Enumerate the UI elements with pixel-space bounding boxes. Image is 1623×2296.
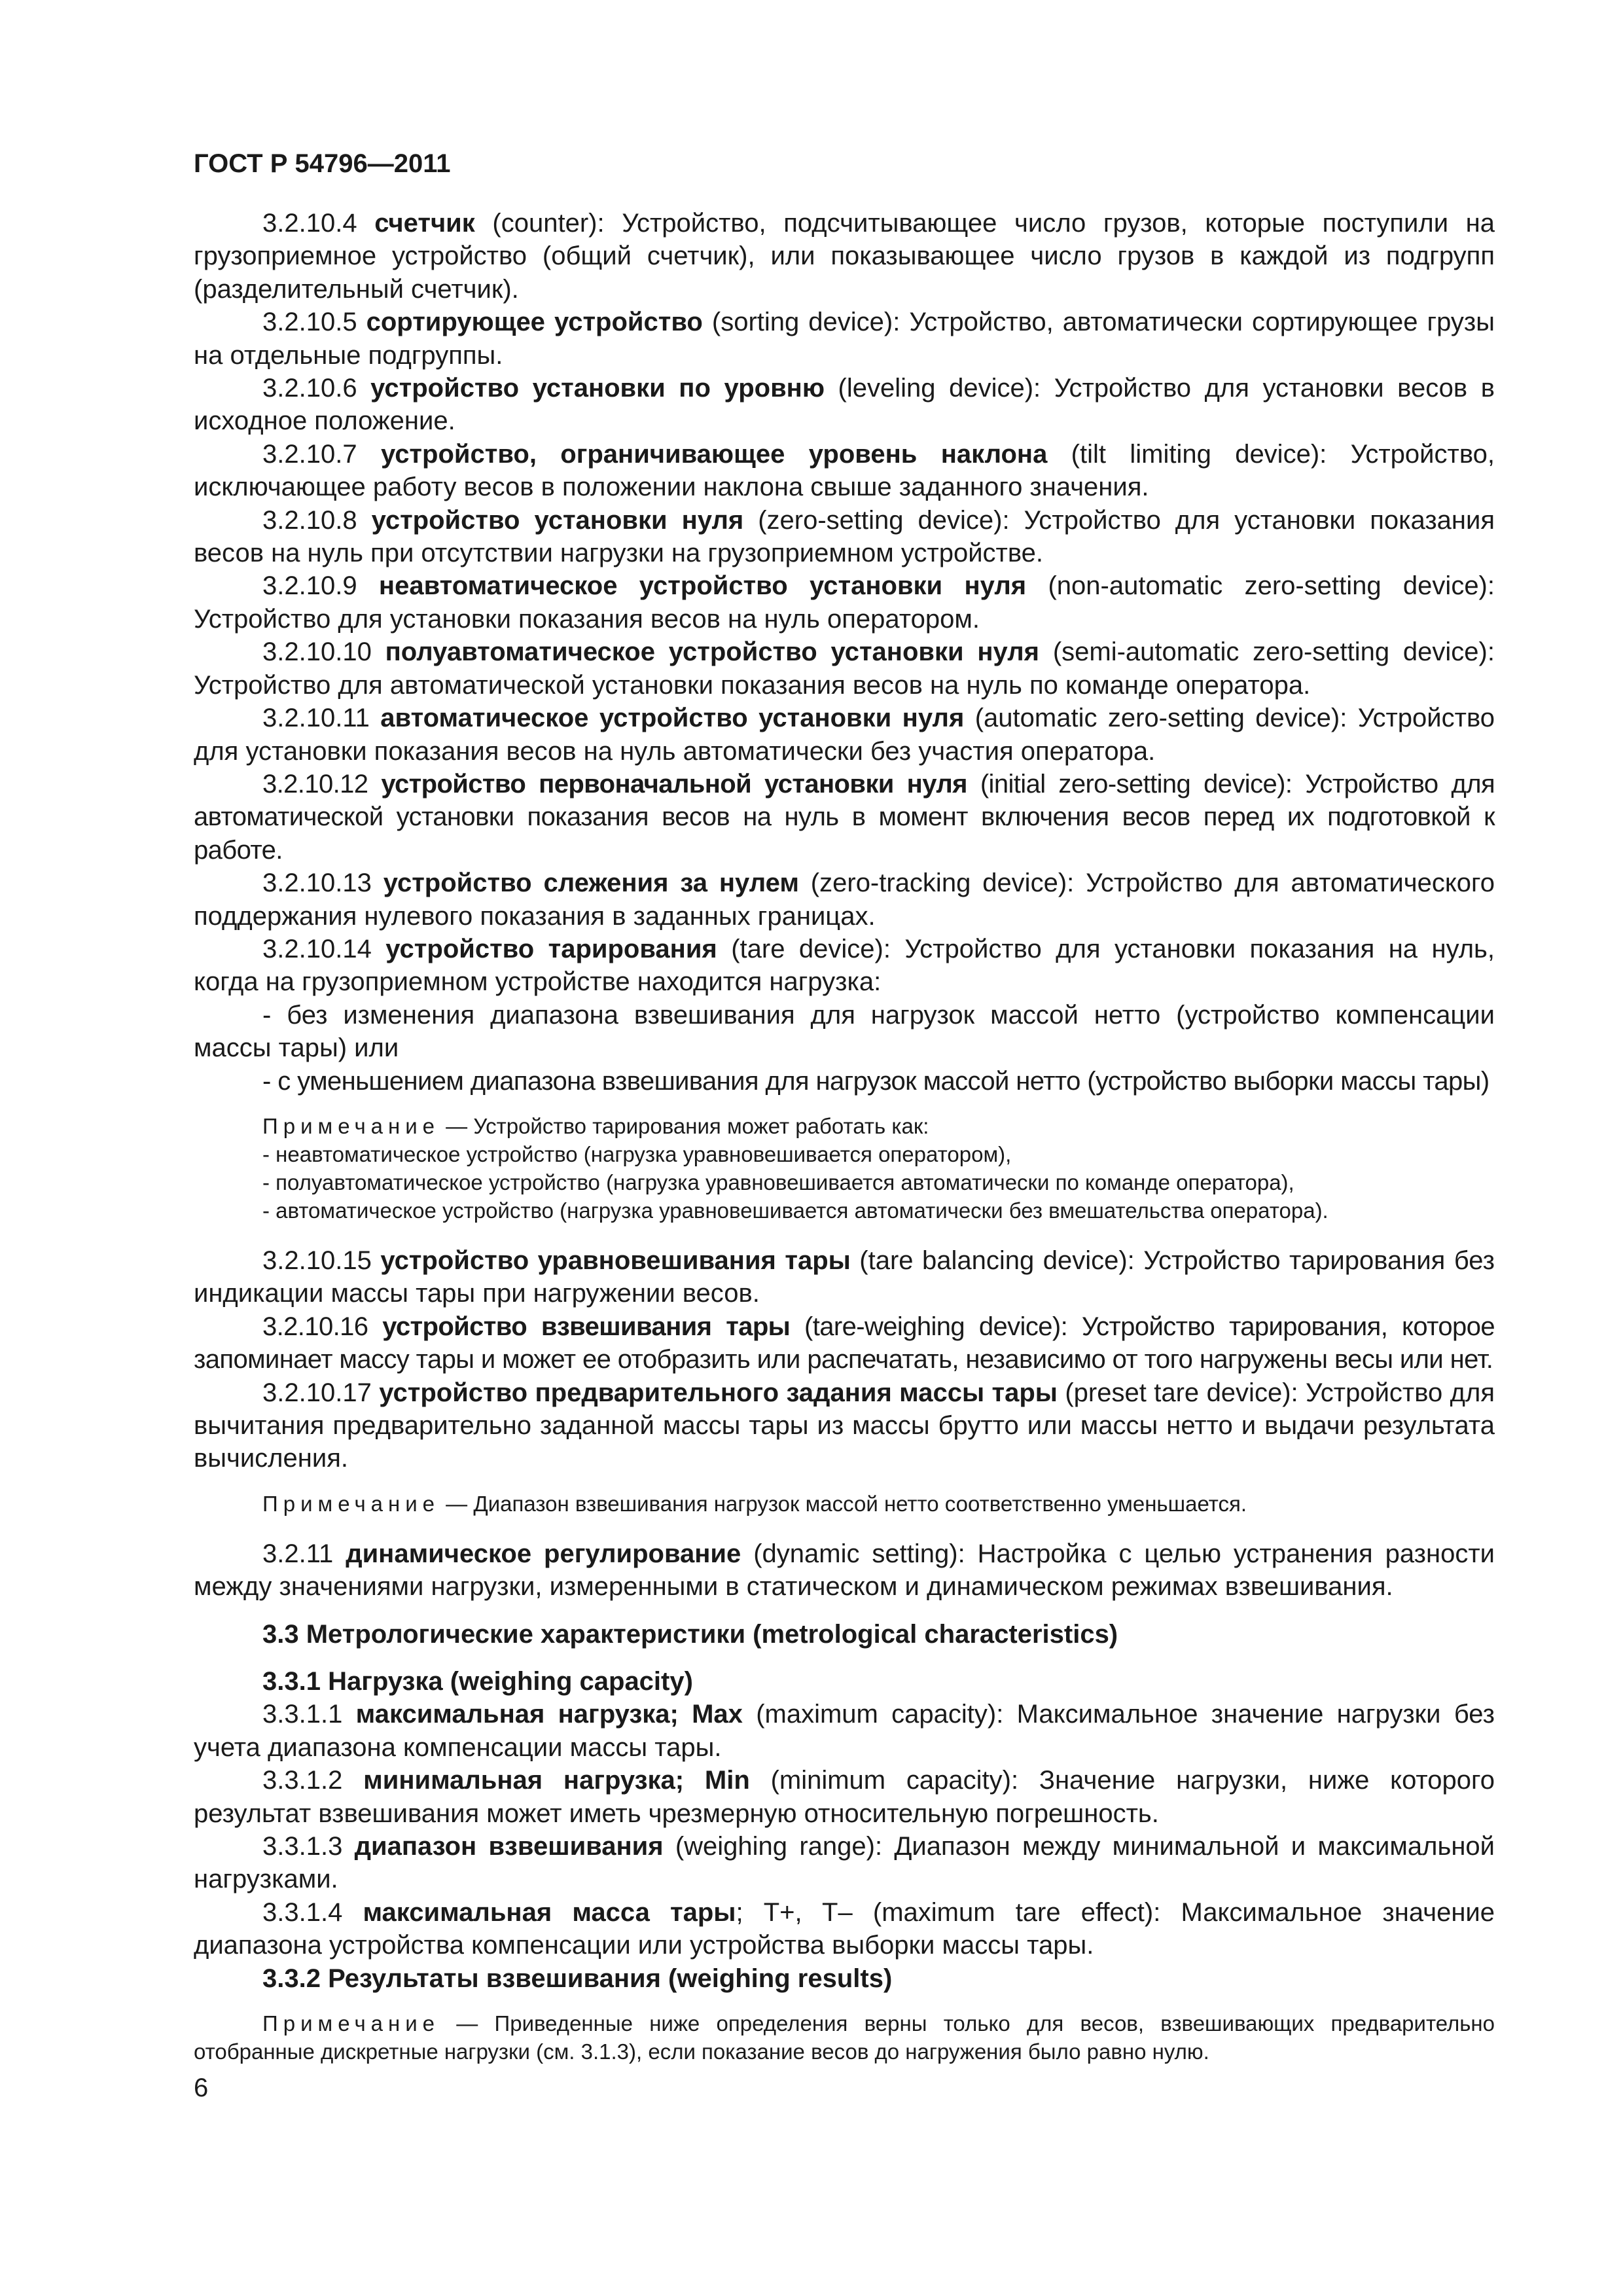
- term: устройство установки по уровню: [370, 374, 825, 403]
- definition: (sorting device): Устройство, автоматически сортирующее грузы на отдельные подгруппы.: [194, 308, 1495, 370]
- note-block: [194, 1490, 1495, 1518]
- clause-3-2-10-10: [194, 636, 1495, 702]
- clause-number: 3.2.10.4: [262, 209, 357, 238]
- clause-3-2-10-4: [194, 207, 1495, 306]
- document-header: ГОСТ Р 54796—2011: [194, 149, 451, 178]
- clause-3-2-10-6: [194, 372, 1495, 438]
- term: полуавтоматическое устройство установки нуля: [385, 637, 1040, 667]
- term: динамическое регулирование: [346, 1539, 741, 1568]
- definition: (weighing range): Диапазон между минимальной и максимальной нагрузками.: [194, 1832, 1495, 1894]
- term: максимальная нагрузка; Max: [355, 1700, 743, 1729]
- term: максимальная масса тары: [363, 1897, 736, 1927]
- clause-number: 3.2.10.8: [262, 505, 357, 535]
- clause-number: 3.2.10.12: [262, 769, 368, 798]
- term: устройство первоначальной установки нуля: [381, 769, 967, 798]
- clause-number: 3.2.11: [262, 1539, 334, 1568]
- definition: (tare-weighing device): Устройство тарирования, которое запоминает массу тары и может ее отобразить или распечатать, независимо от того нагружены весы или нет.: [194, 1312, 1495, 1374]
- clause-3-2-10-17: [194, 1376, 1495, 1475]
- term: сортирующее устройство: [366, 308, 703, 337]
- clause-number: 3.2.10.6: [262, 374, 357, 403]
- term: устройство слежения за нулем: [383, 869, 799, 898]
- definition: (zero-tracking device): Устройство для автоматического поддержания нулевого показания в заданных границах.: [194, 869, 1495, 931]
- term: устройство тарирования: [385, 934, 717, 963]
- term: устройство, ограничивающее уровень наклона: [380, 439, 1048, 469]
- clause-3-3-1-2: [194, 1764, 1495, 1830]
- section-heading-3-3-2: 3.3.2 Результаты взвешивания (weighing results): [262, 1964, 893, 1993]
- note-text: — Приведенные ниже определения верны только для весов, взвешивающих предварительно отобранные дискретные нагрузки (см. 3.1.3), если показание весов до нагружения было равно нулю.: [194, 2011, 1495, 2064]
- note-label: Примечание: [262, 1113, 440, 1138]
- definition: (maximum capacity): Максимальное значение нагрузки без учета диапазона компенсации массы тары.: [194, 1700, 1495, 1762]
- term: устройство взвешивания тары: [382, 1312, 791, 1341]
- clause-3-3-1-1: [194, 1698, 1495, 1764]
- list-item-dash: - с уменьшением диапазона взвешивания для нагрузок массой нетто (устройство выборки массы тары): [262, 1066, 1489, 1096]
- clause-3-3-1-3: [194, 1830, 1495, 1896]
- term: автоматическое устройство установки нуля: [380, 704, 965, 733]
- definition: (leveling device): Устройство для установки весов в исходное положение.: [194, 374, 1495, 436]
- clause-3-2-10-11: [194, 702, 1495, 768]
- clause-3-2-10-16: [194, 1310, 1495, 1376]
- clause-number: 3.2.10.10: [262, 637, 372, 667]
- term: устройство уравновешивания тары: [380, 1246, 851, 1275]
- definition: (tare device): Устройство для установки показания на нуль, когда на грузоприемном устройстве находится нагрузка:: [194, 934, 1495, 997]
- clause-3-2-10-8: [194, 504, 1495, 570]
- section-heading-3-3: 3.3 Метрологические характеристики (metrological characteristics): [262, 1619, 1118, 1649]
- definition: (automatic zero-setting device): Устройство для установки показания весов на нуль автоматически без участия оператора.: [194, 704, 1495, 766]
- clause-number: 3.3.1.4: [262, 1897, 343, 1927]
- note-list-item: - неавтоматическое устройство (нагрузка уравновешивается оператором),: [262, 1141, 1012, 1166]
- definition: (counter): Устройство, подсчитывающее число грузов, которые поступили на грузоприемное устройство (общий счетчик), или показывающее число грузов в каждой из подгрупп (разделительный счетчик).: [194, 209, 1495, 304]
- definition: (tilt limiting device): Устройство, исключающее работу весов в положении наклона свыше заданного значения.: [194, 439, 1495, 502]
- definition: (initial zero-setting device): Устройство для автоматической установки показания весов на нуль в момент включения весов перед их подготовкой к работе.: [194, 769, 1495, 865]
- term: устройство предварительного задания массы тары: [379, 1378, 1058, 1407]
- note-heading: [194, 1112, 1495, 1140]
- list-item-dash: - без изменения диапазона взвешивания для нагрузок массой нетто (устройство компенсации массы тары) или: [194, 1000, 1495, 1063]
- clause-3-2-10-12: [194, 768, 1495, 867]
- document-body: [194, 207, 1495, 2066]
- definition: (minimum capacity): Значение нагрузки, ниже которого результат взвешивания может иметь чрезмерную относительную погрешность.: [194, 1766, 1495, 1828]
- clause-3-2-10-14: [194, 933, 1495, 999]
- clause-3-2-10-15: [194, 1244, 1495, 1310]
- clause-number: 3.2.10.9: [262, 571, 357, 601]
- clause-number: 3.2.10.17: [262, 1378, 372, 1407]
- note-label: Примечание: [262, 1491, 440, 1516]
- clause-number: 3.2.10.5: [262, 308, 357, 337]
- definition: (preset tare device): Устройство для вычитания предварительно заданной массы тары из массы брутто или массы нетто и выдачи результата вычисления.: [194, 1378, 1495, 1473]
- note-list-item: - полуавтоматическое устройство (нагрузка уравновешивается автоматически по команде оператора),: [262, 1170, 1294, 1194]
- term: устройство установки нуля: [371, 505, 744, 535]
- definition: (semi-automatic zero-setting device): Устройство для автоматической установки показания весов на нуль по команде оператора.: [194, 637, 1495, 700]
- clause-number: 3.3.1.3: [262, 1832, 343, 1861]
- clause-number: 3.2.10.13: [262, 869, 372, 898]
- note-block: [194, 2009, 1495, 2066]
- clause-number: 3.2.10.14: [262, 934, 372, 963]
- clause-3-2-10-5: [194, 306, 1495, 372]
- clause-number: 3.2.10.15: [262, 1246, 372, 1275]
- note-text: — Устройство тарирования может работать как:: [440, 1113, 929, 1138]
- definition: (dynamic setting): Настройка с целью устранения разности между значениями нагрузки, измеренными в статическом и динамическом режимах взвешивания.: [194, 1539, 1495, 1602]
- clause-number: 3.3.1.1: [262, 1700, 343, 1729]
- clause-3-3-1-4: [194, 1896, 1495, 1962]
- note-label: Примечание: [262, 2011, 440, 2036]
- term: счетчик: [374, 209, 475, 238]
- clause-3-2-10-9: [194, 569, 1495, 636]
- term: минимальная нагрузка; Min: [363, 1766, 750, 1795]
- note-text: — Диапазон взвешивания нагрузок массой нетто соответственно уменьшается.: [440, 1491, 1247, 1516]
- page-number: 6: [194, 2073, 209, 2102]
- definition: (zero-setting device): Устройство для установки показания весов на нуль при отсутствии нагрузки на грузоприемном устройстве.: [194, 505, 1495, 568]
- note-block: [194, 1112, 1495, 1225]
- clause-number: 3.2.10.7: [262, 439, 357, 469]
- document-page: [194, 0, 1495, 2296]
- clause-number: 3.2.10.11: [262, 704, 370, 733]
- section-heading-3-3-1: 3.3.1 Нагрузка (weighing capacity): [262, 1667, 693, 1696]
- clause-number: 3.3.1.2: [262, 1766, 343, 1795]
- clause-3-2-10-13: [194, 867, 1495, 933]
- note-list-item: - автоматическое устройство (нагрузка уравновешивается автоматически без вмешательства оператора).: [262, 1198, 1329, 1223]
- clause-3-2-10-7: [194, 438, 1495, 504]
- clause-number: 3.2.10.16: [262, 1312, 368, 1341]
- clause-3-2-11: [194, 1537, 1495, 1604]
- definition: (non-automatic zero-setting device): Устройство для установки показания весов на нуль оператором.: [194, 571, 1495, 634]
- definition: (tare balancing device): Устройство тарирования без индикации массы тары при нагружении весов.: [194, 1246, 1495, 1308]
- term: диапазон взвешивания: [354, 1832, 664, 1861]
- term: неавтоматическое устройство установки нуля: [378, 571, 1027, 601]
- definition: ; T+, T– (maximum tare effect): Максимальное значение диапазона устройства компенсации или устройства выборки массы тары.: [194, 1897, 1495, 1960]
